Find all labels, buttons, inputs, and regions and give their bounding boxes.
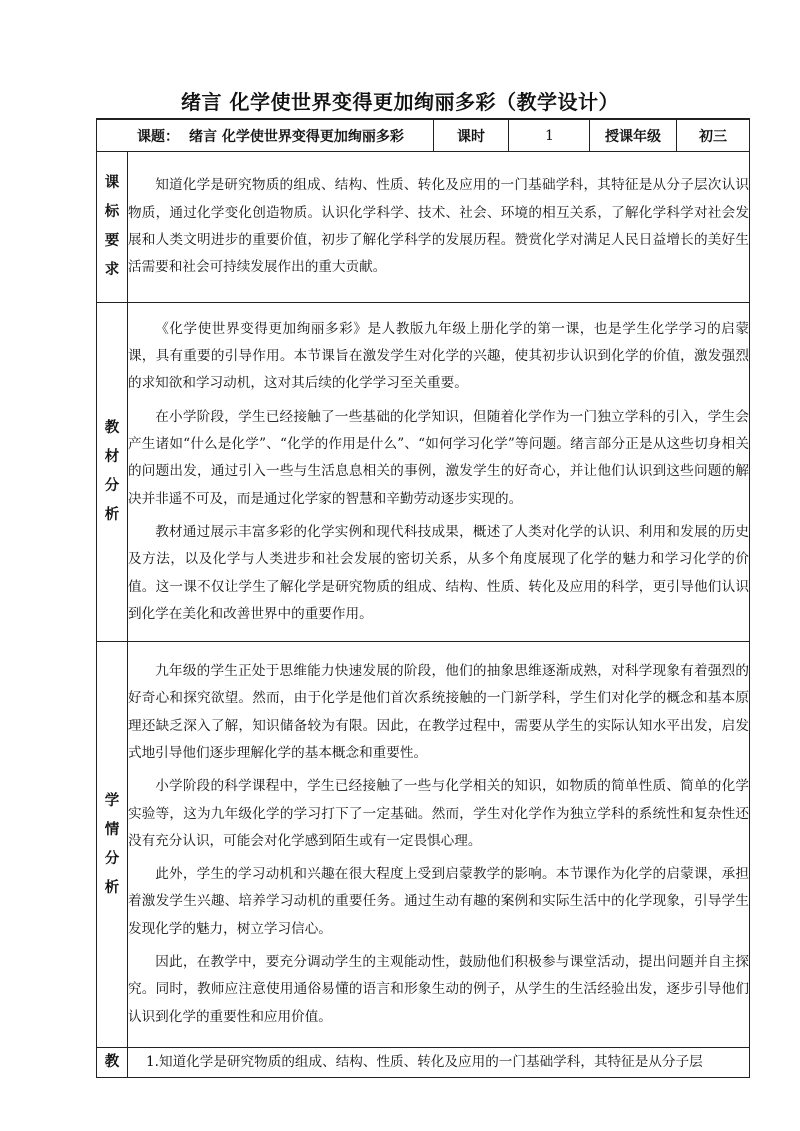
paragraph: 九年级的学生正处于思维能力快速发展的阶段，他们的抽象思维逐渐成熟，对科学现象有着强烈的好奇心和探究欲望。然而，由于化学是他们首次系统接触的一门新学科，学生们对化学的概念和基本原理还缺乏深入了解，知识储备较为有限。因此，在教学过程中，需要从学生的实际认知水平出发，启发式地引导他们逐步理解化学的基本概念和重要性。 xyxy=(128,663,749,761)
section-row-students xyxy=(97,642,750,1048)
lesson-plan-table xyxy=(96,118,750,1078)
section-label-students: 学 情 分 析 xyxy=(97,642,128,1048)
paragraph: 此外，学生的学习动机和兴趣在很大程度上受到启蒙教学的影响。本节课作为化学的启蒙课，承担着激发学生兴趣、培养学习动机的重要任务。通过生动有趣的案例和实际生活中的化学现象，引导学生发现化学的魅力，树立学习信心。 xyxy=(128,866,749,937)
paragraph: 教材通过展示丰富多彩的化学实例和现代科技成果，概述了人类对化学的认识、利用和发展的历史及方法，以及化学与人类进步和社会发展的密切关系，从多个角度展现了化学的魅力和学习化学的价值。这一课不仅让学生了解化学是研究物质的组成、结构、性质、转化及应用的科学，更引导他们认识到化学在美化和改善世界中的重要作用。 xyxy=(128,523,749,622)
section-label-textbook: 教 材 分 析 xyxy=(97,303,128,642)
header-row xyxy=(97,119,750,152)
paragraph: 《化学使世界变得更加绚丽多彩》是人教版九年级上册化学的第一课，也是学生化学学习的启蒙课，具有重要的引导作用。本节课旨在激发学生对化学的兴趣，使其初步认识到化学的价值，激发强烈的求知欲和学习动机，这对其后续的化学学习至关重要。 xyxy=(128,320,749,392)
paragraph: 小学阶段的科学课程中，学生已经接触了一些与化学相关的知识，如物质的简单性质、简单的化学实验等，这为九年级化学的学习打下了一定基础。然而，学生对化学作为独立学科的系统性和复杂性还没有充分认识，可能会对化学感到陌生或有一定畏惧心理。 xyxy=(128,778,749,849)
section-row-curriculum xyxy=(97,152,750,303)
page-title: 绪言 化学使世界变得更加绚丽多彩（教学设计） xyxy=(181,90,619,114)
topic-cell xyxy=(97,119,434,152)
paragraph: 在小学阶段，学生已经接触了一些基础的化学知识，但随着化学作为一门独立学科的引入，学生会产生诸如“什么是化学”、“化学的作用是什么”、“如何学习化学”等问题。绪言部分正是从这些切身相关的问题出发，通过引入一些与生活息息相关的事例，激发学生的好奇心，并让他们认识到这些问题的解决并非遥不可及，而是通过化学家的智慧和辛勤劳动逐步实现的。 xyxy=(128,408,749,507)
section-content-objectives xyxy=(128,1048,750,1078)
topic-label: 课题： xyxy=(137,128,179,145)
paragraph: 知道化学是研究物质的组成、结构、性质、转化及应用的一门基础学科，其特征是从分子层次认识物质，通过化学变化创造物质。认识化学科学、技术、社会、环境的相互关系，了解化学科学对社会发展和人类文明进步的重要价值，初步了解化学科学的发展历程。赞赏化学对满足人民日益增长的美好生活需要和社会可持续发展作出的重大贡献。 xyxy=(128,177,749,276)
hours-value: 1 xyxy=(509,119,590,152)
section-row-objectives xyxy=(97,1048,750,1078)
section-label-objectives: 教 xyxy=(97,1048,128,1078)
section-content-curriculum xyxy=(128,152,750,303)
paragraph: 因此，在教学中，要充分调动学生的主观能动性，鼓励他们积极参与课堂活动，提出问题并自主探究。同时，教师应注意使用通俗易懂的语言和形象生动的例子，从学生的生活经验出发，逐步引导他们认识到化学的重要性和应用价值。 xyxy=(128,954,749,1025)
hours-label: 课时 xyxy=(434,119,509,152)
grade-value: 初三 xyxy=(677,119,750,152)
grade-label: 授课年级 xyxy=(590,119,677,152)
section-row-textbook xyxy=(97,303,750,642)
paragraph: 1.知道化学是研究物质的组成、结构、性质、转化及应用的一门基础学科，其特征是从分子层 xyxy=(146,1053,703,1070)
section-content-students xyxy=(128,642,750,1048)
topic-value: 绪言 化学使世界变得更加绚丽多彩 xyxy=(189,128,404,145)
section-label-curriculum: 课 标 要 求 xyxy=(97,152,128,303)
section-content-textbook xyxy=(128,303,750,642)
